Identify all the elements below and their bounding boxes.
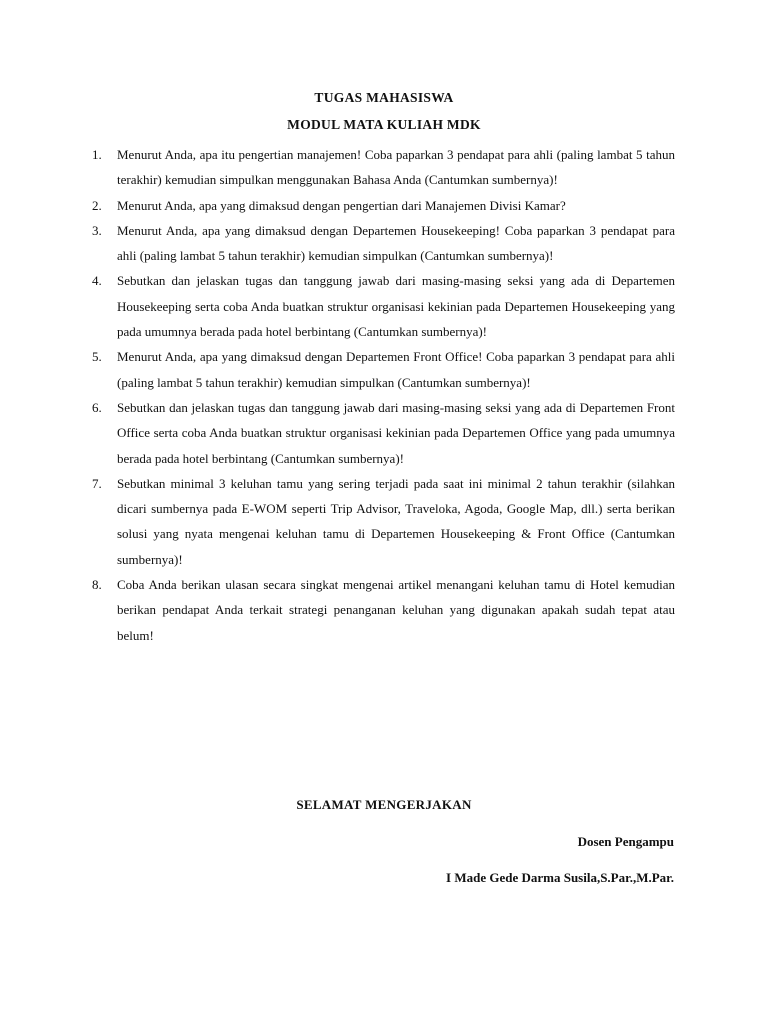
question-number: 4.	[92, 273, 102, 289]
question-text: Sebutkan dan jelaskan tugas dan tanggung jawab dari masing-masing seksi yang ada di Departemen Front Office serta coba Anda buatkan struktur organisasi kekinian pada Departemen Office yang pada umumnya berada pada hotel berbintang (Cantumkan sumbernya)!	[117, 399, 675, 466]
question-text: Sebutkan dan jelaskan tugas dan tanggung jawab dari masing-masing seksi yang ada di Departemen Housekeeping serta coba Anda buatkan struktur organisasi kekinian pada Departemen Housekeeping yang pada umumnya berada pada hotel berbintang (Cantumkan sumbernya)!	[117, 273, 675, 340]
question-number: 6.	[92, 399, 102, 415]
document-title: TUGAS MAHASISWA	[314, 90, 454, 105]
document-subtitle: MODUL MATA KULIAH MDK	[287, 117, 481, 132]
question-text: Menurut Anda, apa yang dimaksud dengan pengertian dari Manajemen Divisi Kamar?	[117, 197, 566, 213]
question-text: Menurut Anda, apa itu pengertian manajemen! Coba paparkan 3 pendapat para ahli (paling lambat 5 tahun terakhir) kemudian simpulkan menggunakan Bahasa Anda (Cantumkan sumbernya)!	[117, 147, 675, 188]
question-item	[92, 572, 675, 648]
closing-text: SELAMAT MENGERJAKAN	[296, 797, 472, 812]
question-item	[92, 471, 675, 572]
signature-role: Dosen Pengampu	[577, 834, 674, 849]
question-number: 3.	[92, 222, 102, 238]
question-number: 1.	[92, 147, 102, 162]
question-text: Sebutkan minimal 3 keluhan tamu yang sering terjadi pada saat ini minimal 2 tahun terakhir (silahkan dicari sumbernya pada E-WOM seperti Trip Advisor, Traveloka, Agoda, Google Map, dll.) serta berikan solusi yang nyata mengenai keluhan tamu di Departemen Housekeeping & Front Office (Cantumkan sumbernya)!	[117, 475, 675, 567]
question-item	[92, 193, 675, 218]
question-text: Menurut Anda, apa yang dimaksud dengan Departemen Housekeeping! Coba paparkan 3 pendapat para ahli (paling lambat 5 tahun terakhir) kemudian simpulkan (Cantumkan sumbernya)!	[117, 222, 675, 264]
question-number: 7.	[92, 475, 102, 491]
signature-name: I Made Gede Darma Susila,S.Par.,M.Par.	[446, 870, 674, 885]
question-item	[92, 142, 675, 193]
question-number: 2.	[92, 197, 102, 213]
question-item	[92, 268, 675, 344]
question-item	[92, 344, 675, 395]
question-text: Coba Anda berikan ulasan secara singkat mengenai artikel menangani keluhan tamu di Hotel kemudian berikan pendapat Anda terkait strategi penanganan keluhan yang digunakan apakah sudah tepat atau belum!	[117, 577, 675, 643]
question-item	[92, 395, 675, 471]
question-number: 5.	[92, 349, 102, 365]
question-number: 8.	[92, 577, 102, 593]
question-item	[92, 218, 675, 269]
question-text: Menurut Anda, apa yang dimaksud dengan Departemen Front Office! Coba paparkan 3 pendapat para ahli (paling lambat 5 tahun terakhir) kemudian simpulkan (Cantumkan sumbernya)!	[117, 349, 675, 390]
question-list	[92, 142, 675, 648]
